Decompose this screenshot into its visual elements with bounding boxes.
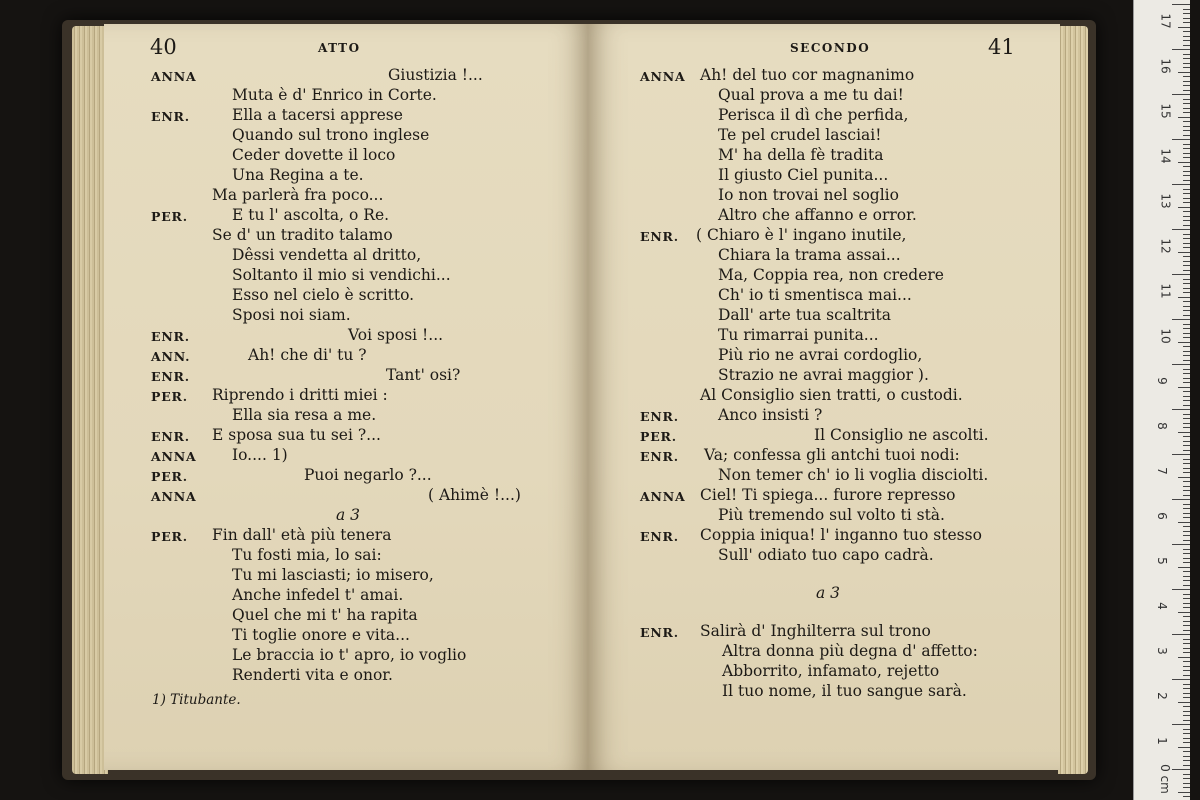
page-edges-left <box>72 26 108 774</box>
ruler-tick <box>1183 778 1190 779</box>
ruler-tick <box>1178 162 1190 163</box>
verse-line: Chiara la trama assai... <box>718 246 901 264</box>
verse-line: Anco insisti ? <box>718 406 823 424</box>
ruler-tick <box>1183 643 1190 644</box>
ruler-tick <box>1183 22 1190 23</box>
ruler-tick <box>1183 391 1190 392</box>
ruler-tick <box>1183 571 1190 572</box>
ruler-tick <box>1183 211 1190 212</box>
speaker: PER. <box>151 209 188 224</box>
ruler-tick <box>1183 625 1190 626</box>
verse-line: Ch' io ti smentisca mai... <box>718 286 912 304</box>
verse-line: Una Regina a te. <box>232 166 364 184</box>
ruler-tick <box>1183 490 1190 491</box>
verse-line: Renderti vita e onor. <box>232 666 393 684</box>
verse-line: Dall' arte tua scaltrita <box>718 306 892 324</box>
ruler-tick <box>1183 445 1190 446</box>
ruler-tick <box>1183 783 1190 784</box>
ruler-tick <box>1183 238 1190 239</box>
ruler-tick <box>1183 558 1190 559</box>
ruler-tick <box>1183 666 1190 667</box>
ruler-tick <box>1183 639 1190 640</box>
ruler-tick <box>1183 796 1190 797</box>
verse-line: Al Consiglio sien tratti, o custodi. <box>700 386 963 404</box>
verse-line: ( Chiaro è l' ingano inutile, <box>696 226 907 244</box>
stage-direction: a 3 <box>816 584 841 602</box>
ruler-tick <box>1172 4 1190 5</box>
speaker: ANNA <box>151 69 197 84</box>
ruler-tick <box>1183 603 1190 604</box>
ruler-tick <box>1183 648 1190 649</box>
ruler-tick <box>1178 477 1190 478</box>
ruler-tick <box>1183 513 1190 514</box>
verse-line: Non temer ch' io li voglia disciolti. <box>718 466 989 484</box>
verse-line: Va; confessa gli antchi tuoi nodi: <box>704 446 960 464</box>
ruler-tick <box>1183 99 1190 100</box>
ruler-tick <box>1183 346 1190 347</box>
verse-line: Quando sul trono inglese <box>232 126 430 144</box>
ruler-tick <box>1183 328 1190 329</box>
verse-line: Riprendo i dritti miei : <box>212 386 388 404</box>
ruler-tick <box>1183 324 1190 325</box>
verse-line: Sull' odiato tuo capo cadrà. <box>718 546 934 564</box>
ruler-tick <box>1183 495 1190 496</box>
ruler-tick <box>1183 621 1190 622</box>
ruler-tick <box>1183 279 1190 280</box>
ruler-number: 0 cm <box>1157 764 1172 794</box>
verse-line: Ma parlerà fra poco... <box>212 186 384 204</box>
ruler-tick <box>1183 171 1190 172</box>
ruler-tick <box>1183 463 1190 464</box>
ruler-tick <box>1183 360 1190 361</box>
ruler-tick <box>1183 193 1190 194</box>
ruler-tick <box>1183 54 1190 55</box>
speaker: ENR. <box>151 109 190 124</box>
ruler-number: 8 <box>1154 422 1169 430</box>
ruler-tick <box>1183 283 1190 284</box>
ruler-tick <box>1178 567 1190 568</box>
ruler-tick <box>1183 112 1190 113</box>
ruler-tick <box>1178 27 1190 28</box>
ruler-tick <box>1183 67 1190 68</box>
ruler-tick <box>1178 702 1190 703</box>
verse-line: E sposa sua tu sei ?... <box>212 426 381 444</box>
speaker: ANNA <box>640 489 686 504</box>
ruler-tick <box>1183 45 1190 46</box>
ruler-tick <box>1178 117 1190 118</box>
footnote: 1) Titubante. <box>152 692 241 708</box>
verse-line: Altra donna più degna d' affetto: <box>722 642 978 660</box>
ruler-tick <box>1178 612 1190 613</box>
verse-line: Io.... 1) <box>232 446 288 464</box>
ruler-tick <box>1172 49 1190 50</box>
verse-line: Tu rimarrai punita... <box>718 326 879 344</box>
speaker: ANN. <box>151 349 191 364</box>
ruler-tick <box>1183 36 1190 37</box>
ruler-tick <box>1183 436 1190 437</box>
verse-line: Ella a tacersi apprese <box>232 106 403 124</box>
ruler-tick <box>1183 756 1190 757</box>
verse-line: Più tremendo sul volto ti stà. <box>718 506 945 524</box>
ruler-tick <box>1183 220 1190 221</box>
ruler-tick <box>1183 270 1190 271</box>
ruler-number: 17 <box>1158 13 1173 29</box>
ruler-tick <box>1183 684 1190 685</box>
ruler-number: 1 <box>1154 737 1169 745</box>
ruler-tick <box>1183 607 1190 608</box>
ruler-tick <box>1183 576 1190 577</box>
ruler-tick <box>1183 58 1190 59</box>
ruler-number: 2 <box>1154 692 1169 700</box>
ruler-tick <box>1183 580 1190 581</box>
ruler-tick <box>1178 657 1190 658</box>
ruler-tick <box>1172 499 1190 500</box>
ruler-tick <box>1183 108 1190 109</box>
ruler-tick <box>1183 652 1190 653</box>
ruler-tick <box>1172 364 1190 365</box>
verse-line: Ciel! Ti spiega... furore represso <box>700 486 956 504</box>
ruler-tick <box>1183 598 1190 599</box>
ruler-tick <box>1183 63 1190 64</box>
verse-line: Tu mi lasciasti; io misero, <box>232 566 434 584</box>
ruler-tick <box>1183 396 1190 397</box>
verse-line: Quel che mi t' ha rapita <box>232 606 418 624</box>
ruler-number: 12 <box>1158 238 1173 254</box>
verse-line: Salirà d' Inghilterra sul trono <box>700 622 931 640</box>
ruler-tick <box>1183 562 1190 563</box>
ruler-tick <box>1183 729 1190 730</box>
ruler-tick <box>1183 661 1190 662</box>
verse-line: Perisca il dì che perfida, <box>718 106 909 124</box>
ruler-number: 9 <box>1154 377 1169 385</box>
ruler-tick <box>1172 409 1190 410</box>
ruler-tick <box>1183 774 1190 775</box>
verse-line: Tu fosti mia, lo sai: <box>232 546 382 564</box>
ruler-tick <box>1178 747 1190 748</box>
ruler-tick <box>1183 301 1190 302</box>
verse-line: Ma, Coppia rea, non credere <box>718 266 944 284</box>
ruler-tick <box>1183 400 1190 401</box>
ruler-tick <box>1183 675 1190 676</box>
ruler-tick <box>1183 256 1190 257</box>
verse-line: Se d' un tradito talamo <box>212 226 393 244</box>
ruler-tick <box>1183 126 1190 127</box>
ruler-tick <box>1183 373 1190 374</box>
speaker: ENR. <box>640 529 679 544</box>
ruler-tick <box>1183 697 1190 698</box>
verse-line: Il Consiglio ne ascolti. <box>814 426 989 444</box>
ruler-tick <box>1183 175 1190 176</box>
speaker: PER. <box>640 429 677 444</box>
ruler-number: 14 <box>1158 148 1173 164</box>
ruler-number: 6 <box>1154 512 1169 520</box>
ruler-number: 10 <box>1158 328 1173 344</box>
verse-line: Il giusto Ciel punita... <box>718 166 889 184</box>
ruler-tick <box>1183 630 1190 631</box>
ruler-tick <box>1183 18 1190 19</box>
ruler-tick <box>1183 265 1190 266</box>
running-header: SECONDO <box>790 41 871 55</box>
verse-line: Qual prova a me tu dai! <box>718 86 904 104</box>
ruler-number: 16 <box>1158 58 1173 74</box>
verse-line: Sposi noi siam. <box>232 306 351 324</box>
ruler-tick <box>1183 738 1190 739</box>
ruler-tick <box>1183 135 1190 136</box>
verse-line: Soltanto il mio si vendichi... <box>232 266 451 284</box>
ruler-tick <box>1183 508 1190 509</box>
ruler-tick <box>1183 405 1190 406</box>
ruler-tick <box>1183 616 1190 617</box>
ruler-number: 11 <box>1158 283 1173 299</box>
ruler-tick <box>1183 751 1190 752</box>
ruler-tick <box>1183 261 1190 262</box>
ruler-tick <box>1183 594 1190 595</box>
ruler-tick <box>1183 711 1190 712</box>
verse-line: Anche infedel t' amai. <box>232 586 404 604</box>
ruler-tick <box>1178 342 1190 343</box>
ruler-tick <box>1183 144 1190 145</box>
ruler-tick <box>1183 765 1190 766</box>
ruler-tick <box>1172 184 1190 185</box>
ruler-number: 7 <box>1154 467 1169 475</box>
ruler-tick <box>1183 81 1190 82</box>
verse-line: ( Ahimè !...) <box>428 486 521 504</box>
verse-line: Io non trovai nel soglio <box>718 186 899 204</box>
ruler-tick <box>1183 90 1190 91</box>
ruler-tick <box>1183 337 1190 338</box>
ruler-number: 4 <box>1154 602 1169 610</box>
ruler-tick <box>1183 166 1190 167</box>
ruler-tick <box>1183 760 1190 761</box>
verse-line: Le braccia io t' apro, io voglio <box>232 646 467 664</box>
verse-line: Strazio ne avrai maggior ). <box>718 366 929 384</box>
ruler-tick <box>1183 549 1190 550</box>
ruler-tick <box>1178 252 1190 253</box>
verse-line: Te pel crudel lasciai! <box>718 126 882 144</box>
ruler-tick <box>1183 382 1190 383</box>
ruler-tick <box>1183 693 1190 694</box>
ruler-tick <box>1172 319 1190 320</box>
ruler-tick <box>1183 670 1190 671</box>
page-edges-right <box>1058 26 1088 774</box>
ruler-tick <box>1183 706 1190 707</box>
ruler-tick <box>1183 585 1190 586</box>
verse-line: Il tuo nome, il tuo sangue sarà. <box>722 682 967 700</box>
speaker: PER. <box>151 389 188 404</box>
ruler-tick <box>1172 634 1190 635</box>
ruler-tick <box>1178 207 1190 208</box>
ruler-tick <box>1183 148 1190 149</box>
speaker: ENR. <box>640 409 679 424</box>
ruler-tick <box>1183 742 1190 743</box>
measuring-ruler <box>1133 0 1190 800</box>
ruler-tick <box>1183 481 1190 482</box>
ruler-tick <box>1183 153 1190 154</box>
speaker: ANNA <box>151 449 197 464</box>
ruler-tick <box>1172 139 1190 140</box>
ruler-tick <box>1183 378 1190 379</box>
ruler-tick <box>1183 369 1190 370</box>
page-number: 41 <box>988 35 1015 59</box>
ruler-tick <box>1183 450 1190 451</box>
verse-line: Ah! del tuo cor magnanimo <box>700 66 915 84</box>
ruler-tick <box>1183 459 1190 460</box>
ruler-tick <box>1183 526 1190 527</box>
ruler-tick <box>1183 121 1190 122</box>
speaker: ENR. <box>151 429 190 444</box>
speaker: ENR. <box>640 449 679 464</box>
ruler-tick <box>1178 387 1190 388</box>
ruler-tick <box>1183 85 1190 86</box>
stage-direction: a 3 <box>336 506 361 524</box>
ruler-tick <box>1183 414 1190 415</box>
ruler-tick <box>1172 229 1190 230</box>
ruler-tick <box>1183 76 1190 77</box>
ruler-tick <box>1178 522 1190 523</box>
ruler-tick <box>1183 486 1190 487</box>
ruler-tick <box>1183 130 1190 131</box>
ruler-tick <box>1183 310 1190 311</box>
ruler-tick <box>1183 9 1190 10</box>
ruler-tick <box>1183 540 1190 541</box>
verse-line: Voi sposi !... <box>348 326 444 344</box>
ruler-tick <box>1172 454 1190 455</box>
ruler-tick <box>1172 589 1190 590</box>
ruler-tick <box>1178 432 1190 433</box>
ruler-tick <box>1183 423 1190 424</box>
speaker: ANNA <box>151 489 197 504</box>
ruler-tick <box>1183 247 1190 248</box>
verse-line: Più rio ne avrai cordoglio, <box>718 346 923 364</box>
ruler-tick <box>1183 688 1190 689</box>
verse-line: Coppia iniqua! l' inganno tuo stesso <box>700 526 982 544</box>
verse-line: Ceder dovette il loco <box>232 146 396 164</box>
verse-line: Abborrito, infamato, rejetto <box>722 662 940 680</box>
ruler-tick <box>1183 157 1190 158</box>
ruler-tick <box>1183 720 1190 721</box>
ruler-tick <box>1183 189 1190 190</box>
ruler-tick <box>1172 724 1190 725</box>
verse-line: Tant' osi? <box>386 366 461 384</box>
ruler-tick <box>1183 31 1190 32</box>
ruler-tick <box>1183 472 1190 473</box>
verse-line: Giustizia !... <box>388 66 483 84</box>
ruler-tick <box>1183 292 1190 293</box>
ruler-tick <box>1183 418 1190 419</box>
ruler-tick <box>1183 198 1190 199</box>
ruler-tick <box>1178 297 1190 298</box>
ruler-tick <box>1183 13 1190 14</box>
page-number: 40 <box>150 35 177 59</box>
ruler-tick <box>1178 72 1190 73</box>
ruler-tick <box>1183 715 1190 716</box>
ruler-tick <box>1178 792 1190 793</box>
ruler-tick <box>1183 306 1190 307</box>
verse-line: Fin dall' età più tenera <box>212 526 392 544</box>
ruler-tick <box>1183 40 1190 41</box>
ruler-tick <box>1183 234 1190 235</box>
verse-line: Altro che affanno e orror. <box>718 206 917 224</box>
speaker: ENR. <box>151 329 190 344</box>
ruler-tick <box>1172 94 1190 95</box>
ruler-tick <box>1183 441 1190 442</box>
speaker: ANNA <box>640 69 686 84</box>
ruler-tick <box>1183 243 1190 244</box>
verse-line: Esso nel cielo è scritto. <box>232 286 415 304</box>
verse-line: Ti toglie onore e vita... <box>232 626 410 644</box>
verse-line: E tu l' ascolta, o Re. <box>232 206 390 224</box>
ruler-number: 13 <box>1158 193 1173 209</box>
ruler-tick <box>1172 679 1190 680</box>
verse-line: Dêssi vendetta al dritto, <box>232 246 422 264</box>
right-page <box>588 24 1060 770</box>
ruler-tick <box>1183 517 1190 518</box>
running-header: ATTO <box>318 41 361 55</box>
left-page <box>104 24 590 770</box>
speaker: PER. <box>151 529 188 544</box>
ruler-tick <box>1183 288 1190 289</box>
ruler-tick <box>1183 225 1190 226</box>
ruler-tick <box>1183 553 1190 554</box>
ruler-tick <box>1183 103 1190 104</box>
speaker: PER. <box>151 469 188 484</box>
ruler-tick <box>1183 351 1190 352</box>
ruler-number: 5 <box>1154 557 1169 565</box>
ruler-tick <box>1183 733 1190 734</box>
verse-line: M' ha della fè tradita <box>718 146 884 164</box>
ruler-tick <box>1183 333 1190 334</box>
ruler-tick <box>1172 544 1190 545</box>
speaker: ENR. <box>640 625 679 640</box>
ruler-tick <box>1172 274 1190 275</box>
ruler-tick <box>1183 180 1190 181</box>
ruler-tick <box>1183 216 1190 217</box>
ruler-tick <box>1183 315 1190 316</box>
ruler-number: 3 <box>1154 647 1169 655</box>
ruler-tick <box>1172 769 1190 770</box>
verse-line: Ah! che di' tu ? <box>248 346 367 364</box>
ruler-tick <box>1183 787 1190 788</box>
speaker: ENR. <box>640 229 679 244</box>
ruler-tick <box>1183 202 1190 203</box>
verse-line: Ella sia resa a me. <box>232 406 377 424</box>
ruler-tick <box>1183 531 1190 532</box>
ruler-tick <box>1183 468 1190 469</box>
ruler-tick <box>1183 427 1190 428</box>
ruler-tick <box>1183 535 1190 536</box>
speaker: ENR. <box>151 369 190 384</box>
ruler-tick <box>1183 504 1190 505</box>
ruler-tick <box>1183 355 1190 356</box>
verse-line: Muta è d' Enrico in Corte. <box>232 86 437 104</box>
verse-line: Puoi negarlo ?... <box>304 466 432 484</box>
ruler-number: 15 <box>1158 103 1173 119</box>
